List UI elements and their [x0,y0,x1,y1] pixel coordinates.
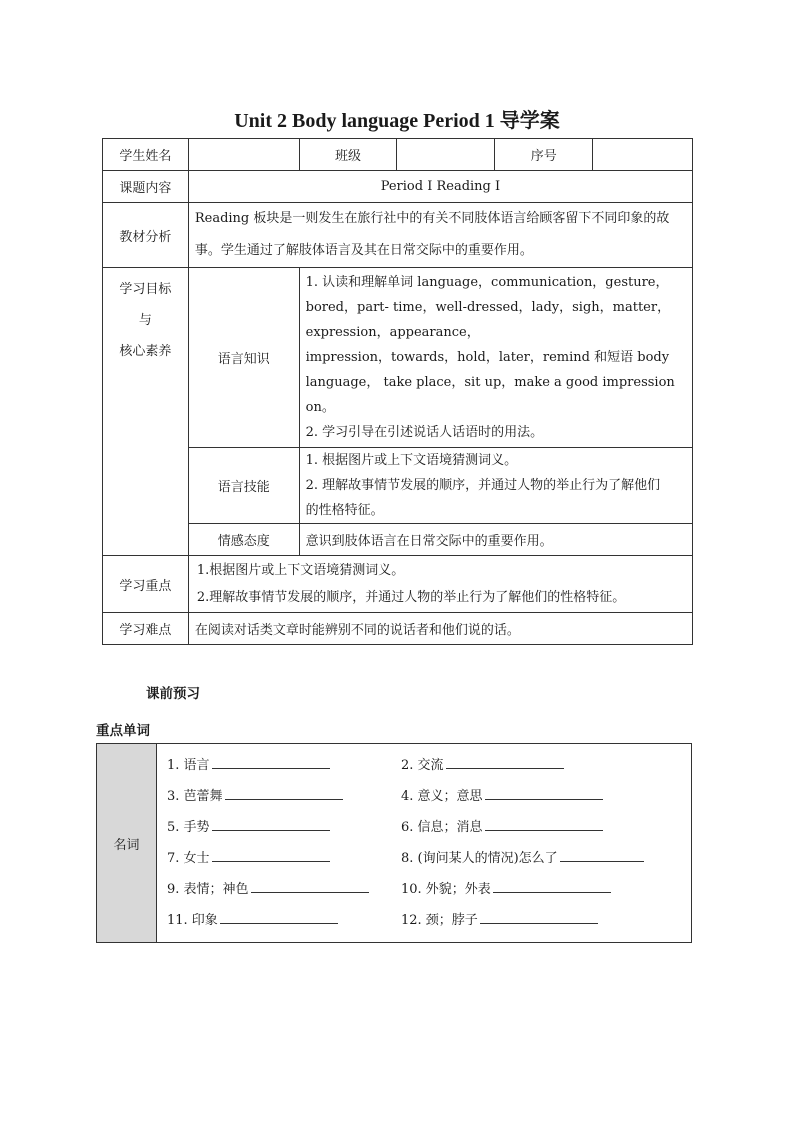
key-point-line: 1.根据图片或上下文语境猜测词义。 [196,563,405,578]
vocab-prompt: 10. 外貌；外表 [401,882,491,897]
vocab-item [167,843,401,874]
skills-line: 2. 理解故事情节发展的顺序，并通过人物的举止行为了解他们 [305,478,661,493]
vocab-prompt: 5. 手势 [167,820,210,835]
knowledge-line: bored，part- time，well-dressed，lady，sigh，matter， [305,300,671,315]
analysis-text: Reading 板块是一则发生在旅行社中的有关不同肢体语言给顾客留下不同印象的故事。学生通过了解肢体语言及其在日常交际中的重要作用。 [188,203,692,268]
vocab-item [167,874,401,905]
knowledge-label: 语言知识 [188,268,299,448]
knowledge-content [299,268,692,448]
knowledge-line: expression，appearance， [305,325,480,340]
vocab-prompt: 8. (询问某人的情况)怎么了 [401,851,558,866]
vocab-item [401,843,681,874]
class-label: 班级 [299,139,397,171]
goals-label [103,268,189,556]
analysis-label: 教材分析 [103,203,189,268]
key-points-content [188,556,692,613]
answer-blank[interactable] [560,846,644,862]
goals-label-line: 核心素养 [119,344,172,359]
key-point-line: 2.理解故事情节发展的顺序，并通过人物的举止行为了解他们的性格特征。 [196,590,626,605]
vocab-table [96,743,692,943]
info-table [102,138,693,645]
page-title: Unit 2 Body language Period 1 导学案 [234,110,560,132]
vocab-prompt: 11. 印象 [167,913,218,928]
skills-content [299,448,692,524]
answer-blank[interactable] [212,753,330,769]
attitude-label: 情感态度 [188,524,299,556]
difficulty-label: 学习难点 [103,613,189,645]
goals-label-line: 与 [138,313,152,328]
vocab-item [167,905,401,936]
vocab-prompt: 4. 意义；意思 [401,789,483,804]
skills-line: 的性格特征。 [305,503,384,518]
vocab-items [157,744,692,943]
answer-blank[interactable] [225,784,343,800]
vocab-prompt: 12. 颈；脖子 [401,913,478,928]
attitude-text: 意识到肢体语言在日常交际中的重要作用。 [299,524,692,556]
answer-blank[interactable] [212,846,330,862]
vocab-prompt: 6. 信息；消息 [401,820,483,835]
lesson-content-label: 课题内容 [103,171,189,203]
knowledge-line: 1. 认读和理解单词 language，communication，gesture， [305,275,669,290]
knowledge-line: 2. 学习引导在引述说话人话语时的用法。 [305,425,544,440]
answer-blank[interactable] [212,815,330,831]
vocab-item [401,781,681,812]
vocab-item [167,812,401,843]
skills-label: 语言技能 [188,448,299,524]
noun-label: 名词 [97,744,157,943]
lesson-content: Period I Reading I [188,171,692,203]
vocab-prompt: 2. 交流 [401,758,444,773]
vocab-heading: 重点单词 [96,723,150,739]
vocab-prompt: 9. 表情；神色 [167,882,249,897]
student-name-label: 学生姓名 [103,139,189,171]
key-points-label: 学习重点 [103,556,189,613]
knowledge-line: impression，towards，hold，later，remind 和短语 body [305,350,670,365]
vocab-prompt: 1. 语言 [167,758,210,773]
student-name-cell[interactable] [188,139,299,171]
vocab-item [401,812,681,843]
vocab-item [167,781,401,812]
vocab-item [401,750,681,781]
difficulty-text: 在阅读对话类文章时能辨别不同的说话者和他们说的话。 [188,613,692,645]
class-cell[interactable] [397,139,495,171]
answer-blank[interactable] [251,877,369,893]
answer-blank[interactable] [446,753,564,769]
vocab-item [167,750,401,781]
vocab-prompt: 3. 芭蕾舞 [167,789,223,804]
answer-blank[interactable] [493,877,611,893]
seat-label: 序号 [495,139,593,171]
answer-blank[interactable] [485,784,603,800]
knowledge-line: language， take place，sit up，make a good impression on。 [305,375,675,415]
answer-blank[interactable] [485,815,603,831]
preview-heading: 课前预习 [146,686,200,702]
seat-cell[interactable] [593,139,693,171]
vocab-item [401,874,681,905]
vocab-prompt: 7. 女士 [167,851,210,866]
goals-label-line: 学习目标 [119,282,172,297]
answer-blank[interactable] [480,908,598,924]
skills-line: 1. 根据图片或上下文语境猜测词义。 [305,453,518,468]
vocab-item [401,905,681,936]
answer-blank[interactable] [220,908,338,924]
